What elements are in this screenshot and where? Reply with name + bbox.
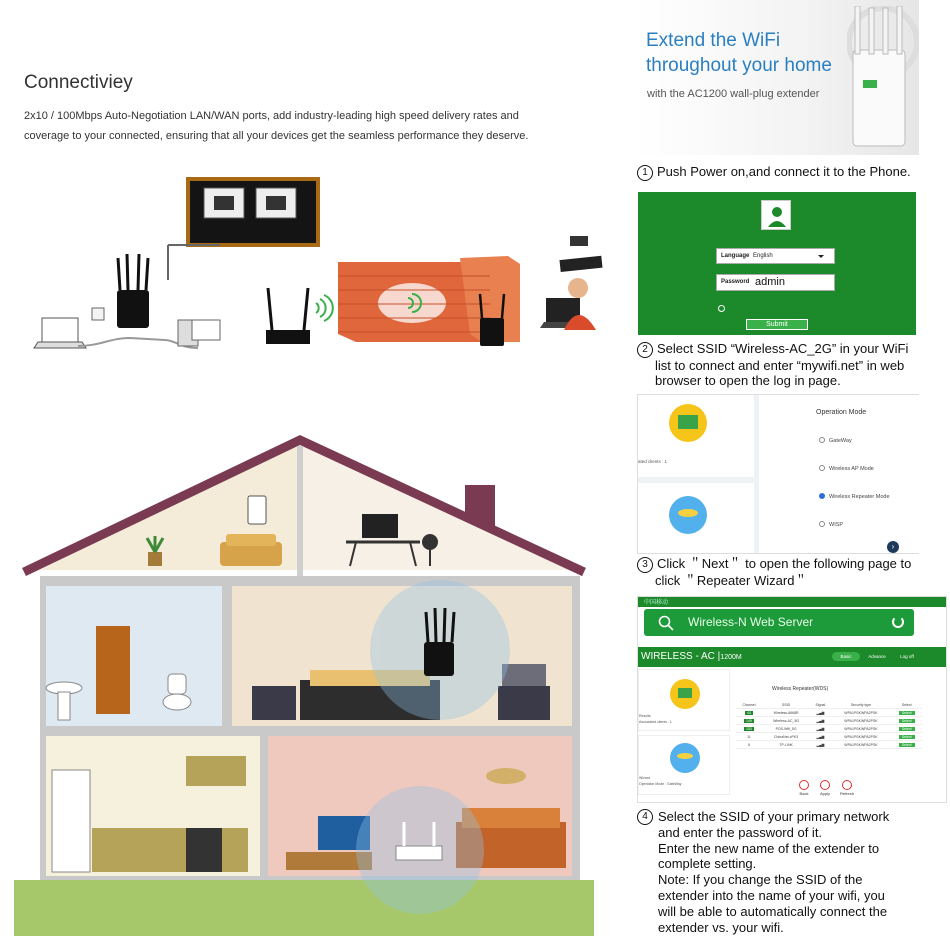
status-caption: Results	[639, 714, 651, 718]
smartphone-icon	[570, 236, 588, 246]
step-instruction: extender vs. your wifi.	[658, 919, 784, 935]
wizard-caption: Wizard	[639, 776, 650, 780]
channel-cell: 11	[736, 733, 762, 741]
user-avatar-icon	[761, 200, 791, 230]
tablet-icon	[559, 256, 602, 272]
step-number: 3	[637, 557, 653, 573]
select-button[interactable]: Select	[899, 711, 915, 715]
status-card	[638, 395, 754, 477]
step-number: 1	[637, 165, 653, 181]
apply-icon	[820, 780, 830, 790]
operation-mode-title: Operation Mode	[816, 409, 867, 416]
cabinet-icon	[186, 756, 246, 786]
browser-address-bar[interactable]	[644, 609, 914, 636]
column-header: Security type	[831, 701, 892, 709]
refresh-icon[interactable]	[892, 616, 904, 628]
table-row[interactable]	[736, 741, 922, 749]
table-header-row	[736, 701, 922, 709]
bathroom	[46, 586, 222, 726]
step-instruction: Select SSID “Wireless-AC_2G” in your WiFi	[657, 341, 909, 356]
hero-heading-line: throughout your home	[646, 55, 832, 76]
channel-cell: 44	[747, 710, 751, 715]
submit-button[interactable]: Submit	[746, 319, 808, 330]
password-label: Password	[721, 279, 750, 285]
signal-icon: ▂▄▆	[810, 709, 830, 717]
step-instruction: Push Power on,and connect it to the Phone.	[657, 164, 911, 179]
phone-wall-icon	[248, 496, 266, 524]
select-button[interactable]: Select	[899, 719, 915, 723]
laptop-icon	[34, 318, 86, 348]
browser-title: Wireless-N Web Server	[688, 615, 814, 629]
step-instruction: Enter the new name of the extender to	[658, 840, 880, 856]
sofa-icon	[220, 534, 282, 566]
ssid-cell: Wireless-6668R	[762, 709, 810, 717]
connectivity-illustration	[20, 170, 620, 370]
security-cell: WPA1PSKWPA2PSK	[831, 717, 892, 725]
step-number: 4	[637, 809, 653, 825]
step-number: 2	[637, 342, 653, 358]
step-instruction: will be able to automatically connect the	[658, 903, 888, 919]
step-instruction: click ＂Repeater Wizard＂	[655, 573, 808, 588]
signal-icon: ▂▄▆	[810, 717, 830, 725]
section-description	[24, 106, 604, 146]
ssid-cell: Wireless-AC_5G	[762, 717, 810, 725]
hero-banner	[637, 0, 919, 155]
description-line: coverage to your connected, ensuring that all your devices get the seamless performance they deserve.	[24, 130, 529, 142]
wizard-card-icon	[668, 495, 708, 535]
refresh-button[interactable]	[838, 780, 856, 796]
signal-icon: ▂▄▆	[810, 741, 830, 749]
channel-cell: 6	[736, 741, 762, 749]
security-cell: WPA1PSKWPA2PSK	[831, 709, 892, 717]
language-label: Language	[721, 253, 750, 259]
wizard-card	[638, 483, 754, 553]
desktop-pc-icon	[178, 320, 220, 346]
refresh-label: Refresh	[839, 791, 854, 796]
password-value: admin	[755, 276, 785, 288]
wizard-caption: Operation Mode : GateWay	[639, 782, 682, 786]
apply-label: Apply	[819, 791, 830, 796]
step-number-wrap	[637, 808, 657, 825]
brand-model: 1200M	[720, 654, 742, 661]
channel-cell: 149	[746, 718, 752, 723]
wizard-card	[638, 735, 730, 795]
step-instruction: list to connect and enter “mywifi.net” in web	[655, 358, 905, 373]
grass	[14, 880, 594, 936]
select-button[interactable]: Select	[899, 727, 915, 731]
info-icon	[718, 305, 725, 312]
step-3-text	[637, 556, 920, 588]
mode-option-repeater[interactable]: Wireless Repeater Mode	[819, 493, 890, 500]
mode-option-ap[interactable]: Wireless AP Mode	[819, 465, 874, 472]
column-header: SSID	[762, 701, 810, 709]
status-caption: ated clients : 1	[638, 459, 668, 464]
table-row[interactable]	[736, 717, 922, 725]
curtain-icon	[96, 626, 130, 714]
step-1-text	[637, 164, 911, 181]
tab-advance[interactable]: Advance	[868, 654, 886, 659]
phone-status-bar: 中国移动	[638, 597, 946, 607]
status-card-icon	[668, 403, 708, 443]
mode-option-wisp[interactable]: WISP	[819, 521, 843, 528]
fridge-icon	[52, 770, 90, 872]
nightstand-icon	[252, 686, 296, 720]
language-select[interactable]	[716, 248, 835, 264]
select-button[interactable]: Select	[899, 735, 915, 739]
brand-name: WIRELESS - AC |	[641, 651, 721, 662]
router-icon	[266, 288, 310, 344]
table-row[interactable]	[736, 709, 922, 717]
channel-cell: 153	[746, 726, 752, 731]
apply-button[interactable]	[817, 780, 833, 796]
step-instruction: extender into the name of your wifi, you	[658, 887, 885, 903]
table-row[interactable]	[736, 733, 922, 741]
repeater-table-title: Wireless Repeater(WDS)	[772, 686, 829, 692]
section-title: Connectiviey	[24, 72, 133, 93]
security-cell: WPA1PSKWPA2PSK	[831, 725, 892, 733]
signal-icon: ▂▄▆	[810, 725, 830, 733]
step-instruction: Select the SSID of your primary network	[658, 809, 890, 824]
hero-heading-line: Extend the WiFi	[646, 30, 781, 51]
extender-device-icon	[117, 254, 149, 328]
house-illustration	[0, 430, 620, 950]
wifi-signal-icon	[316, 295, 333, 321]
operation-mode-card	[759, 395, 919, 553]
wizard-card-icon	[669, 742, 701, 774]
security-cell: WPA1PSKWPA2PSK	[831, 733, 892, 741]
step-instruction: browser to open the log in page.	[655, 373, 841, 388]
step-2-text	[637, 341, 920, 388]
ssid-cell: TP-LINK	[762, 741, 810, 749]
next-arrow-icon[interactable]: ›	[887, 541, 899, 553]
description-line: 2x10 / 100Mbps Auto-Negotiation LAN/WAN ports, add industry-leading high speed delivery rates and	[24, 110, 519, 122]
repeater-wizard-screenshot	[637, 596, 947, 803]
login-screenshot	[638, 192, 916, 335]
password-field[interactable]	[716, 274, 835, 291]
signal-icon: ▂▄▆	[810, 733, 830, 741]
column-header: Select	[891, 701, 922, 709]
language-value: English	[753, 253, 773, 259]
select-button[interactable]: Select	[899, 743, 915, 747]
hero-subheading: with the AC1200 wall-plug extender	[647, 88, 820, 100]
back-label: Back	[799, 791, 809, 796]
step-instruction: Click ＂Next＂ to open the following page to	[657, 556, 912, 571]
status-card	[638, 669, 730, 731]
ethernet-ports-closeup	[186, 177, 320, 247]
chevron-down-icon	[818, 255, 824, 258]
router-brand-bar	[638, 647, 946, 667]
ssid-cell: ChinaNet-zPK3	[762, 733, 810, 741]
ssid-cell: POS-Wifi_5G	[762, 725, 810, 733]
table-row[interactable]	[736, 725, 922, 733]
tab-basic[interactable]: Basic	[832, 652, 860, 661]
refresh-icon	[842, 780, 852, 790]
wall-socket-icon	[92, 308, 104, 320]
mode-option-gateway[interactable]: GateWay	[819, 437, 852, 444]
back-icon	[799, 780, 809, 790]
step-instruction: and enter the password of it.	[658, 824, 823, 840]
column-header: Channel	[736, 701, 762, 709]
step-instruction: Note: If you change the SSID of the	[658, 872, 863, 888]
extender-product-image	[847, 6, 919, 154]
status-card-icon	[669, 678, 701, 710]
tab-logoff[interactable]: Log off	[900, 654, 914, 659]
ssid-table	[736, 701, 922, 749]
search-icon	[658, 615, 674, 631]
security-cell: WPA1PSKWPA2PSK	[831, 741, 892, 749]
lamp-icon	[486, 768, 526, 784]
step-4-text	[658, 809, 918, 935]
status-caption: Associated clients : 1	[639, 720, 672, 724]
operation-mode-screenshot	[637, 394, 919, 554]
back-button[interactable]	[796, 780, 812, 796]
step-instruction: complete setting.	[658, 856, 757, 872]
column-header: Signal	[810, 701, 830, 709]
counter-icon	[92, 828, 248, 872]
